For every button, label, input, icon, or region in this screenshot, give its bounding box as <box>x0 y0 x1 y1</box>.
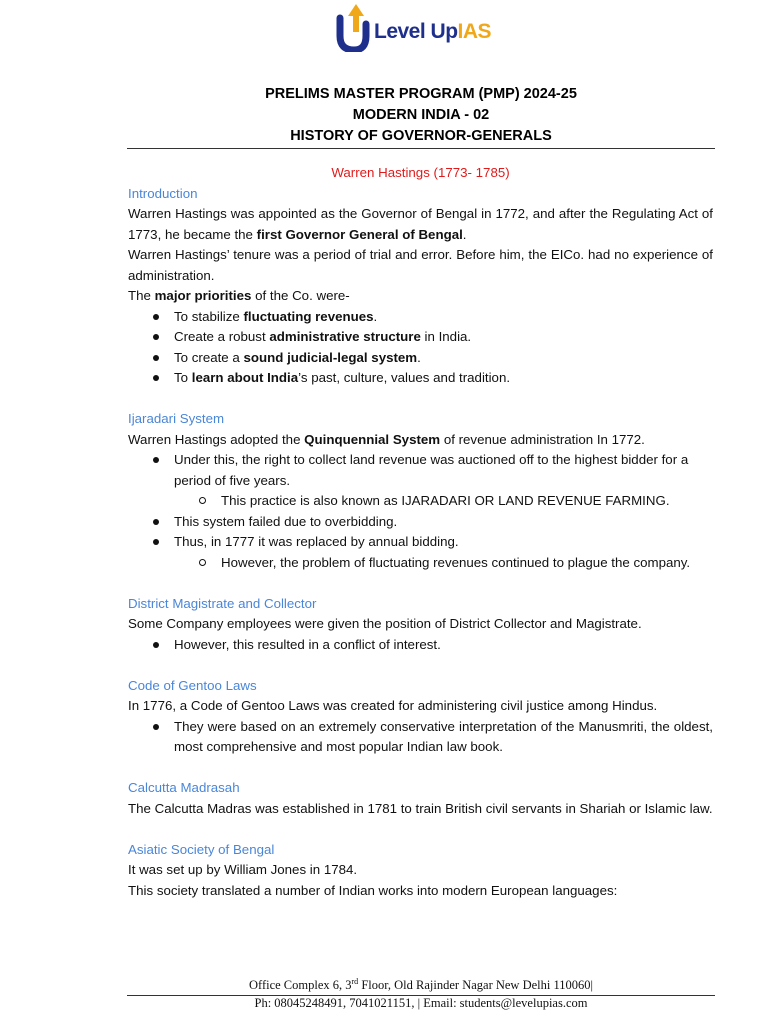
heading-introduction: Introduction <box>128 185 198 201</box>
list-item: This practice is also known as IJARADARI OR LAND REVENUE FARMING. <box>128 491 713 512</box>
footer-address: Office Complex 6, 3rd Floor, Old Rajinder Nagar New Delhi 110060| <box>248 976 594 992</box>
ijaradari-list-2 <box>128 512 713 553</box>
footer-divider <box>127 995 715 996</box>
list-item: However, this resulted in a conflict of interest. <box>128 635 713 656</box>
ijaradari-list <box>128 450 713 491</box>
logo-brand: Level Up <box>374 20 458 43</box>
district-list <box>128 635 713 656</box>
asiatic-paragraph-1: It was set up by William Jones in 1784. <box>128 862 358 877</box>
logo-wordmark <box>374 20 491 44</box>
list-item: Create a robust administrative structure in India. <box>128 327 713 348</box>
priorities-list <box>128 307 713 389</box>
ijaradari-sublist-1 <box>128 491 713 512</box>
ijaradari-sublist-2 <box>128 553 713 574</box>
list-item: Under this, the right to collect land revenue was auctioned off to the highest bidder for a period of five years. <box>128 450 713 491</box>
program-title: PRELIMS MASTER PROGRAM (PMP) 2024-25 <box>265 86 577 102</box>
list-item: To learn about India’s past, culture, values and tradition. <box>128 368 713 389</box>
asiatic-paragraph-2: This society translated a number of Indian works into modern European languages: <box>128 882 618 898</box>
heading-district: District Magistrate and Collector <box>128 595 317 611</box>
logo-u-arrow-icon <box>336 4 372 52</box>
page-footer <box>127 976 715 1012</box>
logo-brand-suffix: IAS <box>457 20 492 43</box>
document-body <box>128 163 713 901</box>
section-title: Warren Hastings (1773- 1785) <box>331 165 510 180</box>
gentoo-list <box>128 717 713 758</box>
footer-contact: Ph: 08045248491, 7041021151, | Email: students@levelupias.com <box>254 996 588 1010</box>
intro-paragraph-1: Warren Hastings was appointed as the Governor of Bengal in 1772, and after the Regulating Act of 1773, he became the first Governor General of Bengal. <box>128 206 713 242</box>
list-item: To create a sound judicial-legal system. <box>128 348 713 369</box>
intro-paragraph-2: Warren Hastings’ tenure was a period of trial and error. Before him, the EICo. had no experience of administration. <box>128 247 713 283</box>
list-item: This system failed due to overbidding. <box>128 512 713 533</box>
brand-logo <box>336 4 516 54</box>
gentoo-paragraph: In 1776, a Code of Gentoo Laws was created for administering civil justice among Hindus. <box>128 698 658 713</box>
heading-gentoo: Code of Gentoo Laws <box>128 677 257 693</box>
heading-madrasah: Calcutta Madrasah <box>128 780 240 795</box>
module-title: MODERN INDIA - 02 <box>352 107 490 123</box>
list-item: They were based on an extremely conservative interpretation of the Manusmriti, the oldest, most comprehensive and most popular Indian law book. <box>128 717 713 758</box>
madrasah-paragraph: The Calcutta Madras was established in 1781 to train British civil servants in Shariah or Islamic law. <box>128 800 713 816</box>
heading-ijaradari: Ijaradari System <box>128 411 225 426</box>
intro-paragraph-3: The major priorities of the Co. were- <box>128 288 350 303</box>
header-divider <box>127 148 715 149</box>
heading-asiatic: Asiatic Society of Bengal <box>128 841 275 857</box>
topic-title: HISTORY OF GOVERNOR-GENERALS <box>290 128 552 144</box>
ijaradari-paragraph: Warren Hastings adopted the Quinquennial System of revenue administration In 1772. <box>128 431 645 447</box>
list-item: To stabilize fluctuating revenues. <box>128 307 713 328</box>
district-paragraph: Some Company employees were given the position of District Collector and Magistrate. <box>128 616 642 631</box>
list-item: Thus, in 1777 it was replaced by annual bidding. <box>128 532 713 553</box>
list-item: However, the problem of fluctuating revenues continued to plague the company. <box>128 553 713 574</box>
document-header <box>128 84 714 147</box>
